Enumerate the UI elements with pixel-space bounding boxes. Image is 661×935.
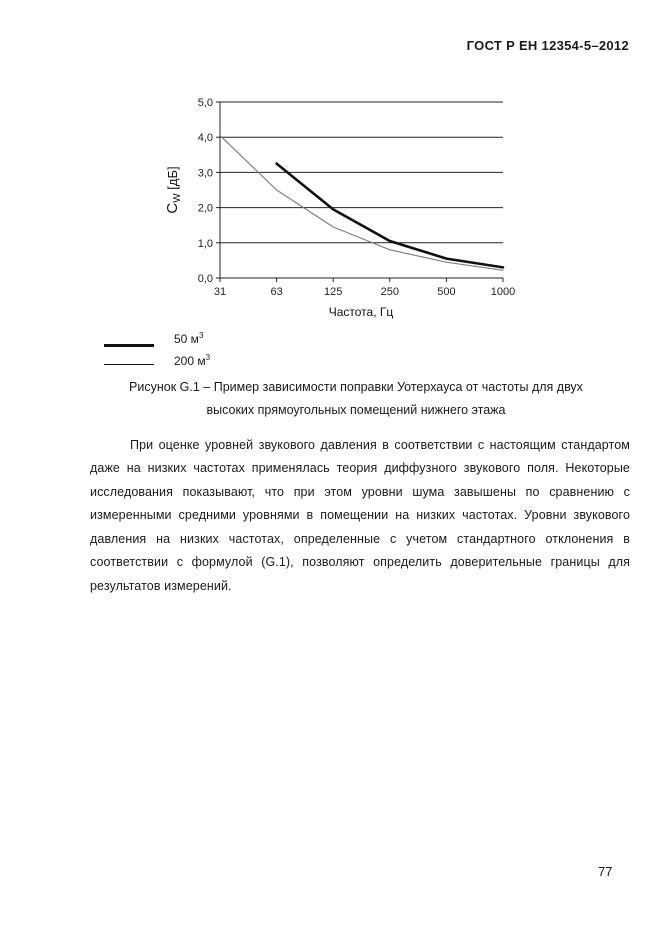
- y-tick-label: 5,0: [197, 97, 213, 109]
- legend-label-50: 50 $м^3$: [174, 331, 204, 346]
- x-tick-label: 125: [324, 286, 343, 298]
- y-tick-label: 0,0: [197, 273, 213, 285]
- y-axis-label-unit: [дБ]: [165, 166, 180, 194]
- waterhouse-correction-chart: [150, 88, 530, 328]
- y-tick-label: 1,0: [197, 237, 213, 250]
- body-paragraph: При оценке уровней звукового давления в соответствии с настоящим стандартом даже на низких частотах применялась теория диффузного звукового поля. Некоторые исследования показывают, что при этом уровни шума завышены по сравнению с измеренными средними уровнями в помещении на низких частотах. Уровни звукового давления на низких частотах, определенные с учетом стандартного отклонения в соответствии с формулой (G.1), позволяют определить доверительные границы для результатов измерений.: [90, 437, 630, 593]
- y-axis-label-sub: W: [172, 193, 183, 203]
- y-tick-label: 2,0: [197, 202, 213, 215]
- legend-label-200: 200 $м^3$: [174, 353, 211, 368]
- y-axis-label: [164, 166, 183, 213]
- x-tick-label: 250: [380, 286, 399, 298]
- legend-swatch-thick: [104, 344, 154, 347]
- figure-caption-line2: высоких прямоугольных помещений нижнего этажа: [206, 403, 506, 417]
- plot-area: [220, 102, 503, 278]
- y-tick-label: 4,0: [197, 132, 213, 145]
- figure-caption: [90, 376, 622, 422]
- x-tick-label: 63: [270, 286, 283, 298]
- x-tick-label: 1000: [490, 286, 516, 298]
- y-axis-label-main: C: [164, 202, 181, 214]
- x-tick-label: 31: [213, 286, 227, 298]
- legend-swatch-thin: [104, 364, 154, 365]
- standard-code: ГОСТ Р ЕН 12354-5–2012: [466, 38, 629, 53]
- x-axis-label: Частота, Гц: [328, 305, 394, 319]
- y-tick-label: 3,0: [197, 167, 213, 180]
- x-tick-label: 500: [437, 286, 456, 298]
- figure-caption-line1: Рисунок G.1 – Пример зависимости поправки Уотерхауса от частоты для двух: [129, 380, 583, 394]
- page-number: 77: [598, 864, 613, 879]
